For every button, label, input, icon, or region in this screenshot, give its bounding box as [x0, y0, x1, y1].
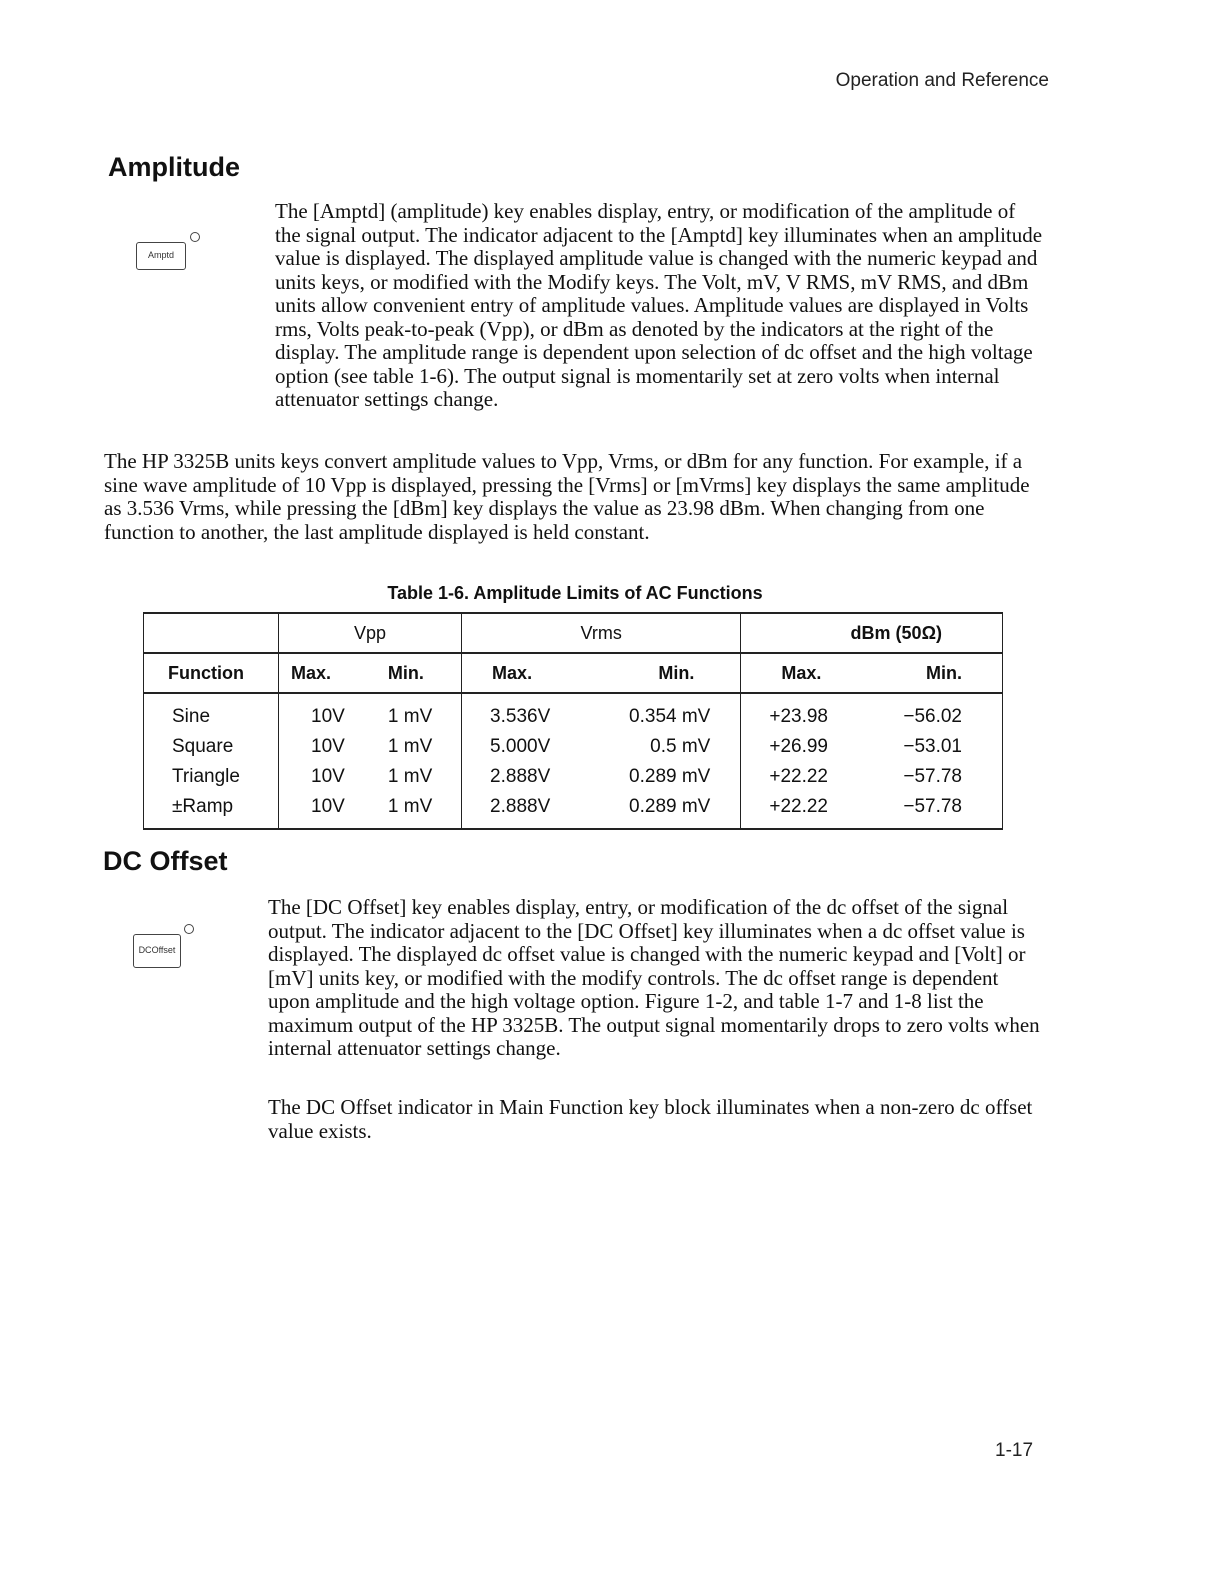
- cell-vpp-min: 1 mV: [376, 792, 462, 829]
- amplitude-paragraph-1: The [Amptd] (amplitude) key enables display, entry, or modification of the amplitude of the signal output. The indicator adjacent to the [Amptd] key illuminates when an amplitude value is displayed. The displayed amplitude value is changed with the numeric keypad and units keys, or modified with the Modify keys. The Volt, mV, V RMS, mV RMS, and dBm units allow convenient entry of amplitude values. Amplitude values are displayed in Volts rms, Volts peak-to-peak (Vpp), or dBm as denoted by the indicators at the right of the display. The amplitude range is dependent upon selection of dc offset and the high voltage option (see table 1-6). The output signal is momentarily set at zero volts when internal attenuator settings change.: [275, 199, 1043, 411]
- cell-vrms-min: 0.289 mV: [629, 766, 711, 787]
- table-caption: Table 1-6. Amplitude Limits of AC Functions: [387, 583, 763, 603]
- cell-vrms-max: 2.888V: [462, 762, 587, 792]
- group-header-dbm: dBm (50Ω): [741, 613, 1003, 653]
- amptd-key-icon: [133, 230, 203, 270]
- cell-function: Triangle: [144, 762, 279, 792]
- amplitude-limits-table: [143, 612, 1003, 830]
- cell-dbm-min: −53.01: [864, 732, 1002, 762]
- cell-vrms-min: 0.289 mV: [587, 792, 741, 829]
- dc-offset-key-label-line1: DC: [138, 945, 152, 956]
- cell-dbm-min: −57.78: [864, 762, 1002, 792]
- cell-dbm-max: +22.22: [741, 792, 864, 829]
- table-corner-cell: [144, 613, 279, 653]
- dc-offset-paragraph-1: The [DC Offset] key enables display, entry, or modification of the dc offset of the signal output. The indicator adjacent to the [DC Offset] key illuminates when a dc offset value is displayed. The displayed dc offset value is changed with the numeric keypad and [Volt] or [mV] units key, or modified with the modify controls. The dc offset range is dependent upon amplitude and the high voltage option. Figure 1-2, and table 1-7 and 1-8 list the maximum output of the HP 3325B. The output signal momentarily drops to zero volts when internal attenuator settings change.: [268, 895, 1040, 1060]
- cell-vrms-max: 3.536V: [462, 693, 587, 732]
- cell-vpp-max: 10V: [279, 762, 376, 792]
- table-row: [144, 792, 1003, 829]
- table-row: [144, 693, 1003, 732]
- indicator-led-icon: [190, 232, 200, 242]
- cell-vpp-max: 10V: [279, 693, 376, 732]
- column-header-dbm-max: Max.: [741, 653, 864, 693]
- dc-offset-paragraph-2: The DC Offset indicator in Main Function key block illuminates when a non-zero dc offset value exists.: [268, 1095, 1033, 1143]
- cell-dbm-max: +22.22: [741, 762, 864, 792]
- cell-function: ±Ramp: [144, 792, 279, 829]
- table-sub-header-row: [144, 653, 1003, 693]
- cell-vpp-max: 10V: [279, 792, 376, 829]
- indicator-led-icon: [184, 924, 194, 934]
- cell-dbm-min: −56.02: [864, 693, 1002, 732]
- amptd-key-cap: Amptd: [136, 242, 186, 270]
- group-header-vrms: Vrms: [462, 613, 741, 653]
- cell-vrms-max: 2.888V: [462, 792, 587, 829]
- cell-vpp-max: 10V: [279, 732, 376, 762]
- amplitude-paragraph-2: The HP 3325B units keys convert amplitude values to Vpp, Vrms, or dBm for any function. For example, if a sine wave amplitude of 10 Vpp is displayed, pressing the [Vrms] or [mVrms] key displays the same amplitude as 3.536 Vrms, while pressing the [dBm] key displays the value as 23.98 dBm. When changing from one function to another, the last amplitude displayed is held constant.: [104, 449, 1030, 544]
- cell-vrms-min: 0.354 mV: [629, 706, 711, 727]
- cell-dbm-min: −57.78: [864, 792, 1002, 829]
- column-header-vpp-max: Max.: [279, 653, 376, 693]
- section-title-amplitude: Amplitude: [108, 152, 240, 182]
- column-header-function: Function: [144, 653, 279, 693]
- cell-vrms-min: 0.5 mV: [650, 736, 711, 757]
- cell-dbm-max: +26.99: [741, 732, 864, 762]
- table-row: [144, 732, 1003, 762]
- cell-vpp-min: 1 mV: [387, 736, 433, 757]
- column-header-vpp-min: Min.: [376, 653, 462, 693]
- section-title-dc-offset: DC Offset: [103, 846, 228, 876]
- page-number: 1-17: [995, 1440, 1034, 1461]
- cell-function: Square: [144, 732, 279, 762]
- dc-offset-key-icon: [130, 922, 200, 968]
- dc-offset-key-cap: [133, 934, 181, 968]
- cell-dbm-max: +23.98: [741, 693, 864, 732]
- cell-vpp-min: 1 mV: [387, 766, 433, 787]
- column-header-dbm-min: Min.: [864, 653, 1002, 693]
- column-header-vrms-min: Min.: [587, 653, 741, 693]
- cell-vrms-max: 5.000V: [462, 732, 587, 762]
- group-header-vpp: Vpp: [279, 613, 462, 653]
- table-group-header-row: [144, 613, 1003, 653]
- cell-function: Sine: [144, 693, 279, 732]
- running-head: Operation and Reference: [835, 70, 1049, 91]
- dc-offset-key-label-line2: Offset: [151, 945, 176, 956]
- table-row: [144, 762, 1003, 792]
- cell-vpp-min: 1 mV: [387, 706, 433, 727]
- column-header-vrms-max: Max.: [462, 653, 587, 693]
